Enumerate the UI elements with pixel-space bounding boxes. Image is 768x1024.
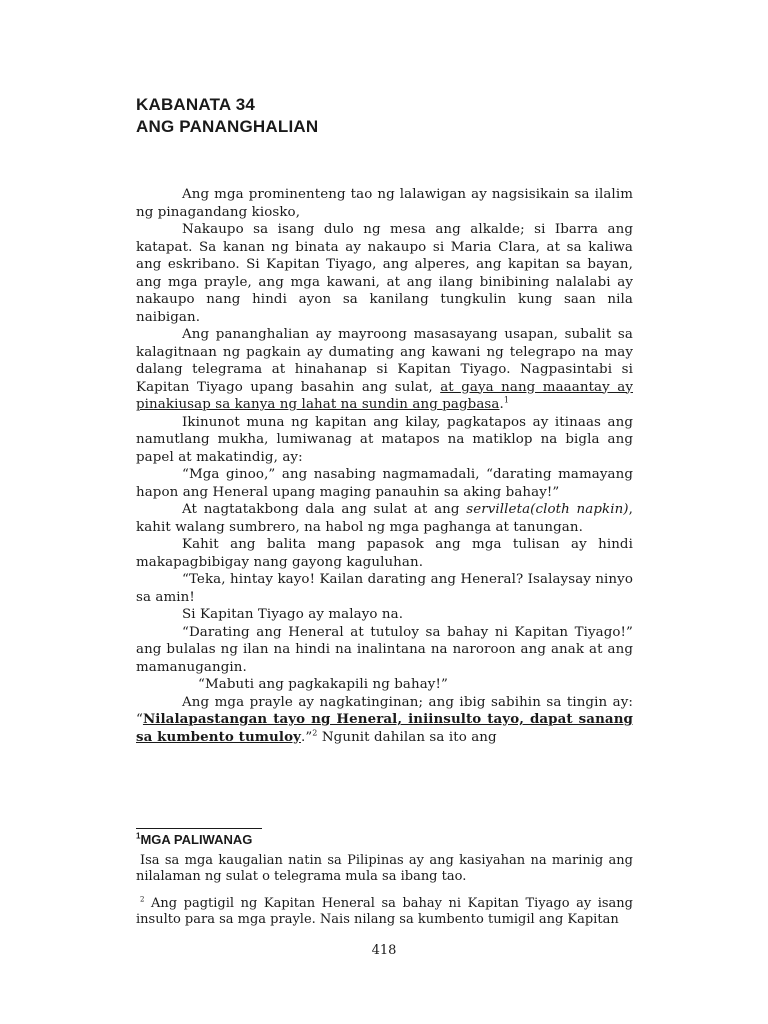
footnote-2 [136, 896, 633, 929]
paragraph: “Mga ginoo,” ang nasabing nagmamadali, “darating mamayang hapon ang Heneral upang maging panauhin sa aking bahay!” [136, 467, 633, 500]
footnotes [136, 832, 633, 929]
paragraph-text: Ang mga prayle ay nagkatinginan; ang ibig sabihin sa tingin ay: “ [136, 694, 633, 727]
chapter-number: KABANATA 34 [136, 95, 256, 114]
paragraph-text: .” [300, 729, 313, 745]
paragraph: Si Kapitan Tiyago ay malayo na. [182, 607, 404, 622]
footnotes-heading-text: MGA PALIWANAG [140, 832, 253, 847]
footnote-ref: 1 [503, 395, 510, 405]
footnote-mark: 2 [140, 895, 145, 904]
paragraph-text: , kahit walang sumbrero, na habol ng mga paghanga at tanungan. [136, 502, 633, 535]
paragraph [136, 501, 633, 536]
paragraph-text: Ngunit dahilan sa ito ang [317, 729, 497, 745]
paragraph [136, 326, 633, 414]
footnote-ref: 2 [312, 728, 318, 738]
paragraph-text: Ang pananghalian ay mayroong masasayang usapan, subalit sa kalagitnaan ng pagkain ay dumating ang kawani ng telegrapo na may dalang telegrama at hinahanap si Kapitan Tiyago. Nagpasintabi si Kapitan Tiyago upang basahin ang sulat, [136, 327, 633, 395]
footnote-divider [136, 828, 262, 829]
paragraph-text: . [499, 397, 504, 412]
paragraph: Nakaupo sa isang dulo ng mesa ang alkalde; si Ibarra ang katapat. Sa kanan ng binata ay nakaupo si Maria Clara, at sa kaliwa ang eskribano. Si Kapitan Tiyago, ang alperes, ang kapitan sa bayan, ang mga prayle, ang mga kawani, at ang ilang binibining nalalabi ay nakaupo nang hindi ayon sa kanilang tungkulin kung saan nila naibigan. [136, 222, 633, 325]
paragraph: Ikinunot muna ng kapitan ang kilay, pagkatapos ay itinaas ang namutlang mukha, lumiwanag at matapos na matiklop na bigla ang papel at makatindig, ay: [136, 414, 633, 465]
paragraph: “Mabuti ang pagkakapili ng bahay!” [198, 677, 448, 692]
paragraph: “Teka, hintay kayo! Kailan darating ang Heneral? Isalaysay ninyo sa amin! [136, 572, 633, 605]
underlined-text: at gaya nang maaantay ay pinakiusap sa kanya ng lahat na sundin ang pagbasa [136, 379, 633, 412]
footnote-text: Ang pagtigil ng Kapitan Heneral sa bahay ni Kapitan Tiyago ay isang insulto para sa mga prayle. Nais nilang sa kumbento tumigil ang Kapitan [136, 895, 633, 927]
footnote-1: Isa sa mga kaugalian natin sa Pilipinas ay ang kasiyahan na marinig ang nilalaman ng sulat o telegrama mula sa ibang tao. [136, 852, 633, 884]
footnote-mark: 1 [136, 831, 141, 841]
chapter-body [136, 186, 633, 746]
paragraph: Kahit ang balita mang papasok ang mga tulisan ay hindi makapagbibigay nang gayong kaguluhan. [136, 537, 633, 570]
paragraph [136, 694, 633, 747]
paragraph: “Darating ang Heneral at tutuloy sa bahay ni Kapitan Tiyago!” ang bulalas ng ilan na hindi na inalintana na naroroon ang anak at ang mamanugangin. [136, 624, 633, 675]
paragraph: Ang mga prominenteng tao ng lalawigan ay nagsisikain sa ilalim ng pinagandang kiosko, [136, 187, 633, 220]
chapter-title: ANG PANANGHALIAN [136, 117, 319, 136]
page-number: 418 [371, 943, 397, 958]
paragraph-text: At nagtatakbong dala ang sulat at ang [182, 502, 467, 517]
bold-underlined-text: Nilalapastangan tayo ng Heneral, iniinsulto tayo, dapat sanang sa kumbento tumuloy [136, 711, 633, 745]
page-content [136, 94, 633, 746]
footnotes-heading [136, 832, 633, 849]
italic-term: servilleta(cloth napkin) [466, 502, 629, 517]
